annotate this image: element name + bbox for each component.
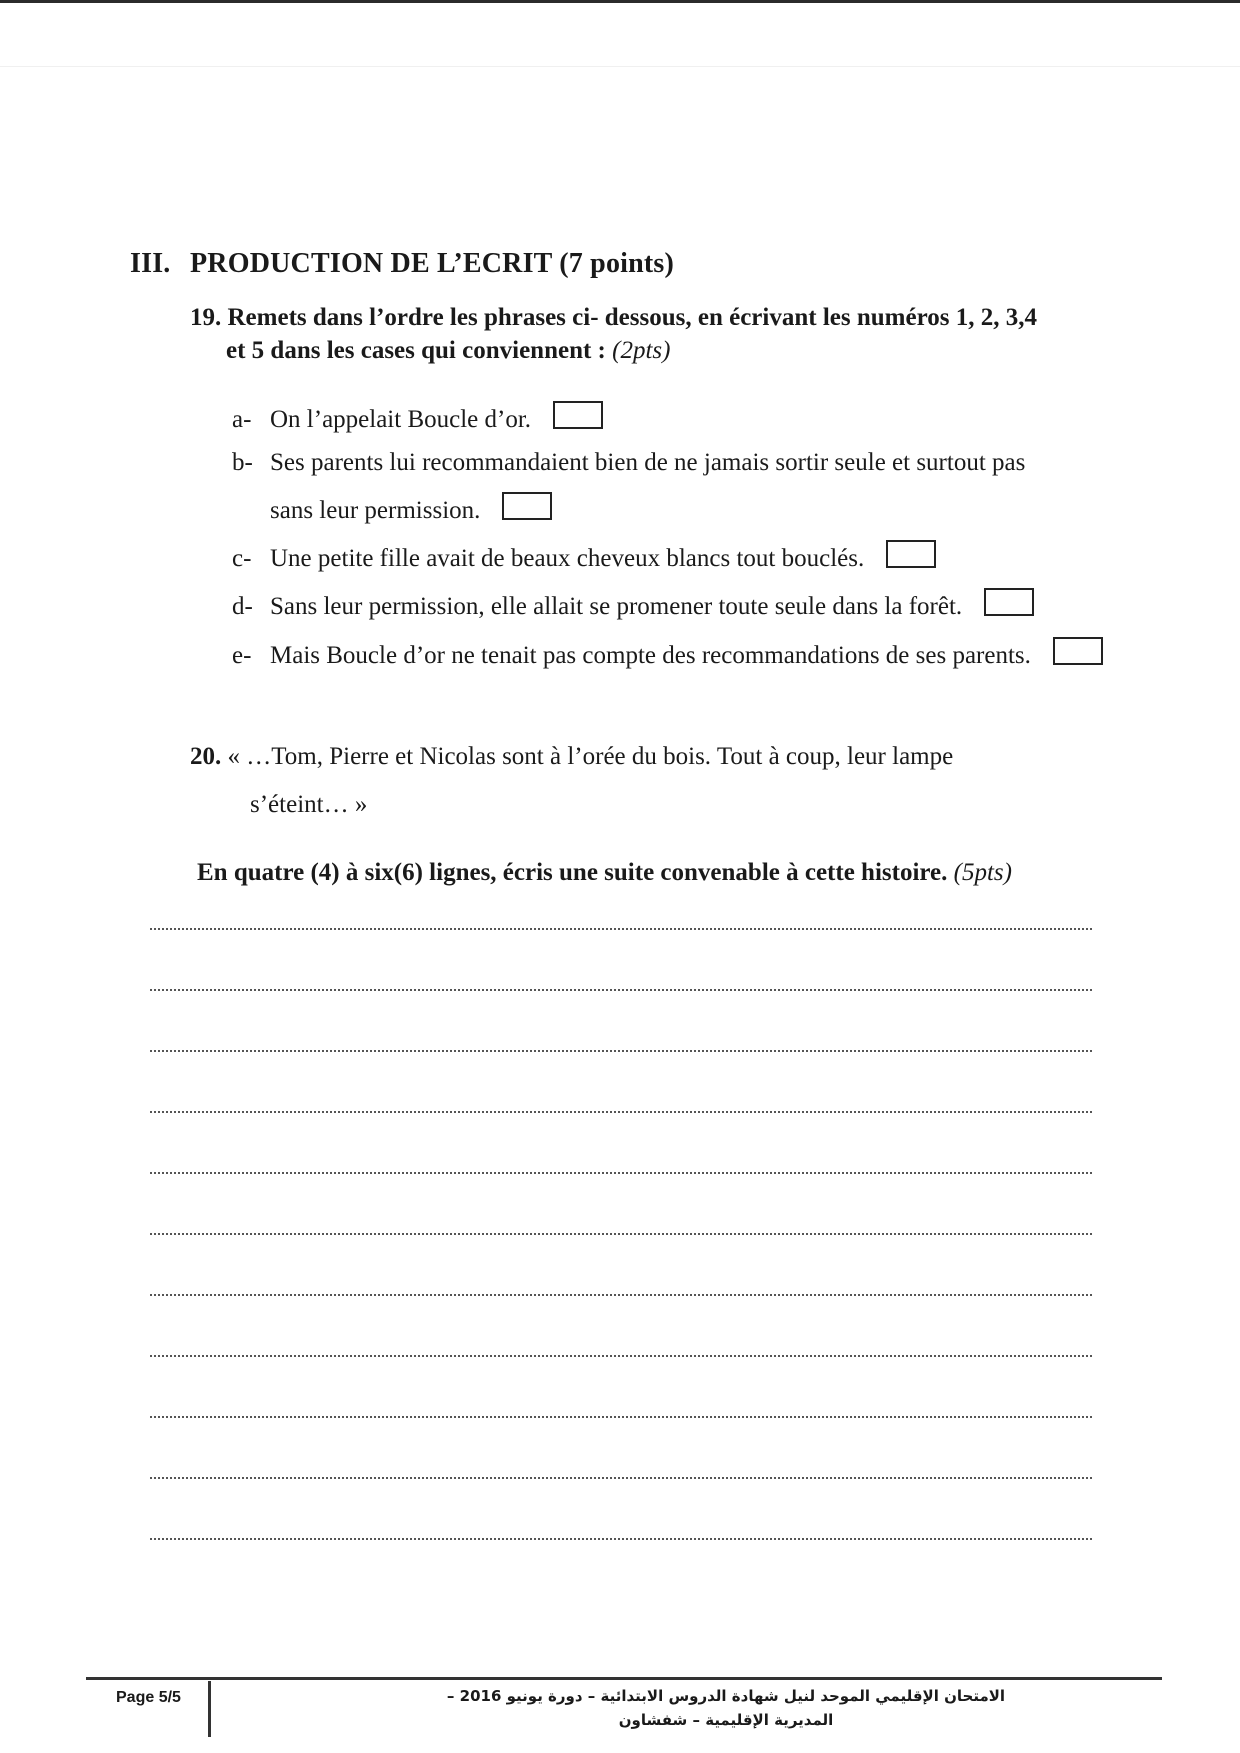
footer-divider: [208, 1681, 211, 1737]
item-letter: c-: [232, 545, 252, 572]
list-item: [232, 405, 603, 435]
list-item: [232, 448, 1025, 526]
answer-box-e[interactable]: [1053, 637, 1103, 665]
writing-instruction: [197, 859, 1012, 887]
question-20-quote-line2: s’éteint… »: [250, 791, 368, 818]
answer-line[interactable]: [150, 989, 1092, 991]
footer-directorate: المديرية الإقليمية – شفشاون: [618, 1711, 834, 1729]
item-text: On l’appelait Boucle d’or.: [270, 406, 532, 433]
item-text: Ses parents lui recommandaient bien de ne jamais sortir seule et surtout pas: [270, 449, 1026, 476]
answer-line[interactable]: [150, 1416, 1092, 1418]
answer-line[interactable]: [150, 1233, 1092, 1235]
item-text: Mais Boucle d’or ne tenait pas compte des recommandations de ses parents.: [270, 642, 1031, 669]
item-letter: a-: [232, 406, 252, 433]
writing-instruction-text: En quatre (4) à six(6) lignes, écris une suite convenable à cette histoire.: [197, 859, 954, 886]
section-number: III.: [130, 248, 171, 279]
footer-exam-title: الامتحان الإقليمي الموحد لنيل شهادة الدروس الابتدائية – دورة يونيو 2016 –: [446, 1687, 1006, 1705]
answer-box-c[interactable]: [886, 540, 936, 568]
answer-line[interactable]: [150, 1294, 1092, 1296]
footer-page-number: Page 5/5: [116, 1689, 181, 1706]
question-19-line2-wrap: [190, 334, 1150, 367]
list-item: [232, 641, 1103, 671]
section-heading: [130, 248, 674, 280]
list-item: [232, 544, 936, 574]
footer-rule: [86, 1677, 1162, 1680]
item-letter: e-: [232, 642, 252, 669]
question-19: [190, 301, 1150, 367]
item-text: Une petite fille avait de beaux cheveux blancs tout bouclés.: [270, 545, 865, 572]
question-19-line2: et 5 dans les cases qui conviennent :: [226, 337, 613, 364]
answer-line[interactable]: [150, 1111, 1092, 1113]
item-letter: d-: [232, 593, 253, 620]
scan-artifact-line: [0, 66, 1240, 67]
item-continuation-wrap: [232, 496, 1025, 526]
section-title: PRODUCTION DE L’ECRIT (7 points): [190, 248, 675, 279]
question-20: [190, 742, 953, 820]
writing-instruction-points: (5pts): [953, 859, 1012, 886]
answer-box-d[interactable]: [984, 588, 1034, 616]
answer-line[interactable]: [150, 928, 1092, 930]
question-20-number: 20.: [190, 743, 222, 770]
answer-box-a[interactable]: [553, 401, 603, 429]
page-footer: [86, 1677, 1162, 1747]
question-19-line1: 19. Remets dans l’ordre les phrases ci- dessous, en écrivant les numéros 1, 2, 3,4: [190, 304, 1037, 331]
answer-line[interactable]: [150, 1355, 1092, 1357]
answer-line[interactable]: [150, 1050, 1092, 1052]
answer-line[interactable]: [150, 1538, 1092, 1540]
answer-line[interactable]: [150, 1477, 1092, 1479]
question-20-quote-line1: « …Tom, Pierre et Nicolas sont à l’orée du bois. Tout à coup, leur lampe: [221, 743, 954, 770]
answer-box-b[interactable]: [502, 492, 552, 520]
question-19-points: (2pts): [612, 337, 671, 364]
item-continuation: sans leur permission.: [270, 497, 481, 524]
item-letter: b-: [232, 449, 253, 476]
list-item: [232, 592, 1034, 622]
item-text: Sans leur permission, elle allait se promener toute seule dans la forêt.: [270, 593, 963, 620]
answer-line[interactable]: [150, 1172, 1092, 1174]
scan-top-edge: [0, 0, 1240, 3]
